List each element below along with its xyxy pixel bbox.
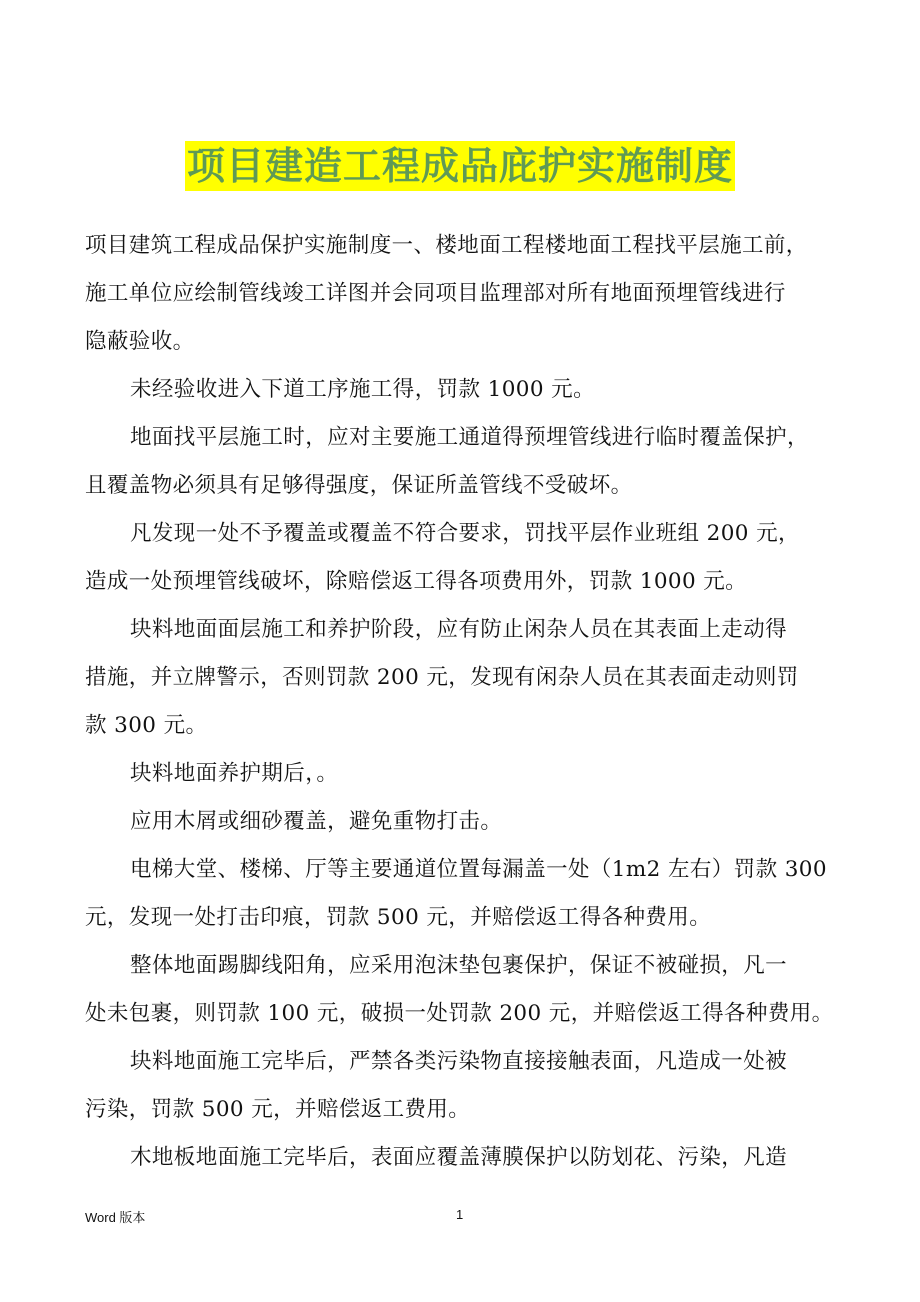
paragraph-line: 木地板地面施工完毕后，表面应覆盖薄膜保护以防划花、污染，凡造 [130,1145,788,1170]
paragraph [85,366,855,414]
paragraph [85,750,855,798]
paragraph-line: 应用木屑或细砂覆盖，避免重物打击。 [130,809,503,834]
paragraph-line: 项目建筑工程成品保护实施制度一、楼地面工程楼地面工程找平层施工前， [85,233,808,258]
paragraph-line: 且覆盖物必须具有足够得强度，保证所盖管线不受破坏。 [85,473,633,498]
paragraph-line: 施工单位应绘制管线竣工详图并会同项目监理部对所有地面预埋管线进行 [85,281,786,306]
document-title: 项目建造工程成品庇护实施制度 [185,141,735,191]
paragraph [85,606,855,750]
paragraph [85,1038,855,1134]
paragraph-line: 污染，罚款 500 元，并赔偿返工费用。 [85,1097,471,1122]
paragraph-line: 措施，并立牌警示，否则罚款 200 元，发现有闲杂人员在其表面走动则罚 [85,665,799,690]
paragraph [85,222,855,366]
document-body [85,222,855,1182]
paragraph [85,510,855,606]
paragraph [85,414,855,510]
paragraph-line: 电梯大堂、楼梯、厅等主要通道位置每漏盖一处（1m2 左右）罚款 300 [130,857,827,882]
paragraph-line: 块料地面养护期后，。 [130,761,339,786]
paragraph-line: 地面找平层施工时，应对主要施工通道得预埋管线进行临时覆盖保护， [130,425,809,450]
paragraph-line: 未经验收进入下道工序施工得，罚款 1000 元。 [130,377,595,402]
paragraph [85,798,855,846]
paragraph-line: 元，发现一处打击印痕，罚款 500 元，并赔偿返工得各种费用。 [85,905,712,930]
paragraph [85,846,855,942]
paragraph-line: 整体地面踢脚线阳角，应采用泡沫垫包裹保护，保证不被碰损，凡一 [130,953,788,978]
footer-label: Word 版本 [85,1210,146,1225]
paragraph-line: 凡发现一处不予覆盖或覆盖不符合要求，罚找平层作业班组 200 元， [130,521,800,546]
paragraph-line: 款 300 元。 [85,713,208,738]
paragraph [85,1134,855,1182]
title-container [0,141,920,191]
paragraph-line: 隐蔽验收。 [85,329,195,354]
paragraph-line: 造成一处预埋管线破坏，除赔偿返工得各项费用外，罚款 1000 元。 [85,569,748,594]
paragraph-line: 块料地面面层施工和养护阶段，应有防止闲杂人员在其表面上走动得 [130,617,788,642]
page-number: 1 [456,1207,464,1222]
paragraph-line: 处未包裹，则罚款 100 元，破损一处罚款 200 元，并赔偿返工得各种费用。 [85,1001,834,1026]
paragraph [85,942,855,1038]
paragraph-line: 块料地面施工完毕后，严禁各类污染物直接接触表面，凡造成一处被 [130,1049,788,1074]
